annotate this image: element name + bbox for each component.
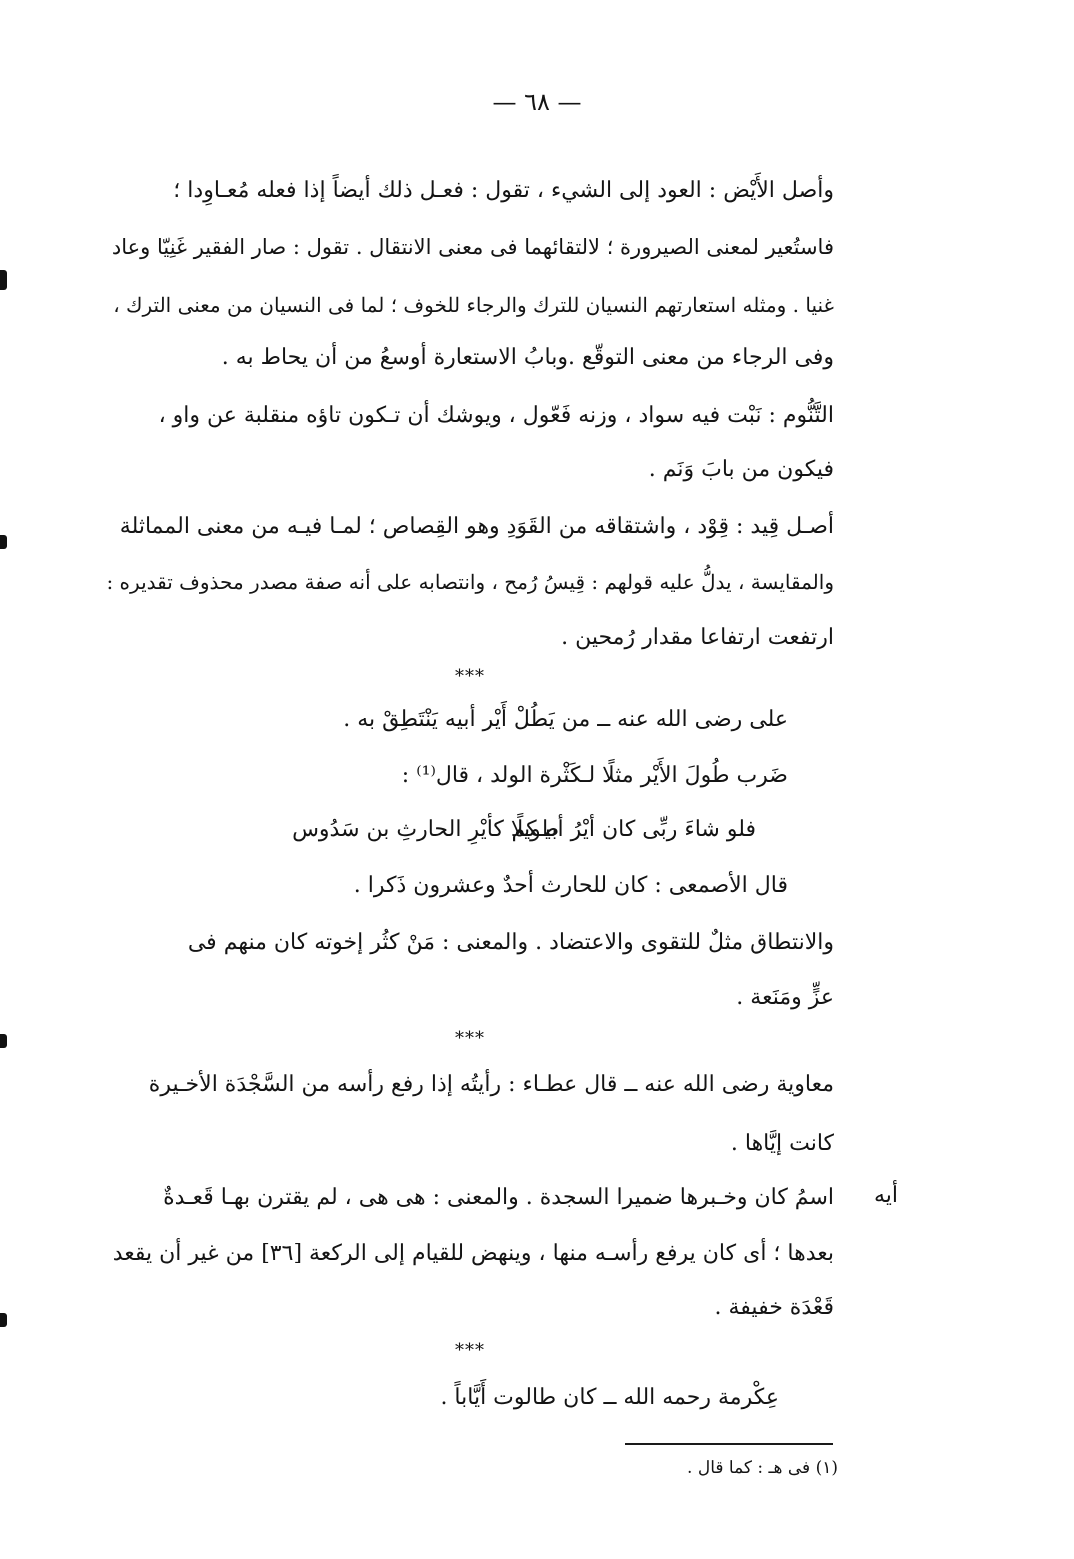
text-line: غنيا . ومثله استعارتهم النسيان للترك والرجاء للخوف ؛ لما فى النسيان من معنى الترك ،: [113, 293, 834, 317]
text-line: ضَرب طُولَ الأَيْر مثلًا لـكَثْرة الولد ، قال⁽¹⁾ :: [401, 763, 788, 788]
text-line: أصـل قِيد : قِوْد ، واشتقاقه من القَوَدِ وهو القِصاص ؛ لمـا فيـه من معنى المماثلة: [119, 514, 834, 539]
verse-second-hemistich: طويلًا كأيْرِ الحارثِ بن سَدُوس: [292, 817, 559, 842]
text-line: ارتفعت ارتفاعا مقدار رُمحين .: [561, 625, 834, 650]
section-separator: ***: [455, 1340, 485, 1361]
section-separator: ***: [455, 1028, 485, 1049]
footnote: (١) فى هـ : كما قال .: [687, 1458, 838, 1478]
text-line: كانت إيَّاها .: [730, 1131, 834, 1156]
text-line: فيكون من بابَ وَنَم .: [648, 457, 834, 482]
text-line: فاستُعير لمعنى الصيرورة ؛ لالتقائهما فى معنى الانتقال . تقول : صار الفقير غَنِيّا وعاد: [111, 235, 834, 259]
text-line: عزٍّ ومَنَعة .: [736, 985, 834, 1010]
margin-keyword: أيه: [874, 1183, 899, 1208]
page-number: — ٦٨ —: [492, 88, 582, 116]
section-separator: ***: [455, 666, 485, 687]
entry-heading: معاوية رضى الله عنه ــ قال عطـاء : رأيتُه إذا رفع رأسه من السَّجْدَة الأخـيرة: [148, 1072, 834, 1097]
text-line: قَعْدَة خفيفة .: [714, 1295, 834, 1320]
text-line: وأصل الأَيْض : العود إلى الشيء ، تقول : فعـل ذلك أيضاً إذا فعله مُعـاوِدا ؛: [173, 178, 834, 203]
text-line: التَّنُّوم : نَبْت فيه سواد ، وزنه فَعّول ، ويوشك أن تـكون تاؤه منقلبة عن واو ،: [158, 403, 834, 428]
scan-edge-mark: [0, 1313, 7, 1327]
text-line: والانتطاق مثلٌ للتقوى والاعتضاد . والمعنى : مَنْ كثُر إخوته كان منهم فى: [187, 930, 834, 955]
footnote-rule: [625, 1443, 833, 1445]
verse-first-hemistich: فلو شاءَ ربِّى كان أيْرُ أبيـكم: [511, 817, 756, 842]
text-line: وفى الرجاء من معنى التوقّع .وبابُ الاستعارة أوسعُ من أن يحاط به .: [221, 345, 834, 370]
text-line: والمقايسة ، يدلُّ عليه قولهم : قِيسُ رُمح ، وانتصابه على أنه صفة مصدر محذوف تقديره :: [106, 570, 834, 594]
text-line: اسمُ كان وخـبرها ضميرا السجدة . والمعنى : هى هى ، لم يقترن بهـا قَعـدةٌ: [163, 1185, 834, 1210]
entry-heading: على رضى الله عنه ــ من يَطُلْ أَيْر أبيه يَنْتَطِقْ به .: [343, 707, 788, 732]
scan-edge-mark: [0, 270, 7, 290]
entry-heading: عِكْرمة رحمه الله ــ كان طالوت أَيَّاباً .: [440, 1385, 779, 1410]
text-line: بعدها ؛ أى كان يرفع رأسـه منها ، وينهض للقيام إلى الركعة [٣٦] من غير أن يقعد: [112, 1241, 834, 1266]
text-line: قال الأصمعى : كان للحارث أحدٌ وعشرون ذَكرا .: [353, 873, 788, 898]
scan-edge-mark: [0, 535, 7, 549]
